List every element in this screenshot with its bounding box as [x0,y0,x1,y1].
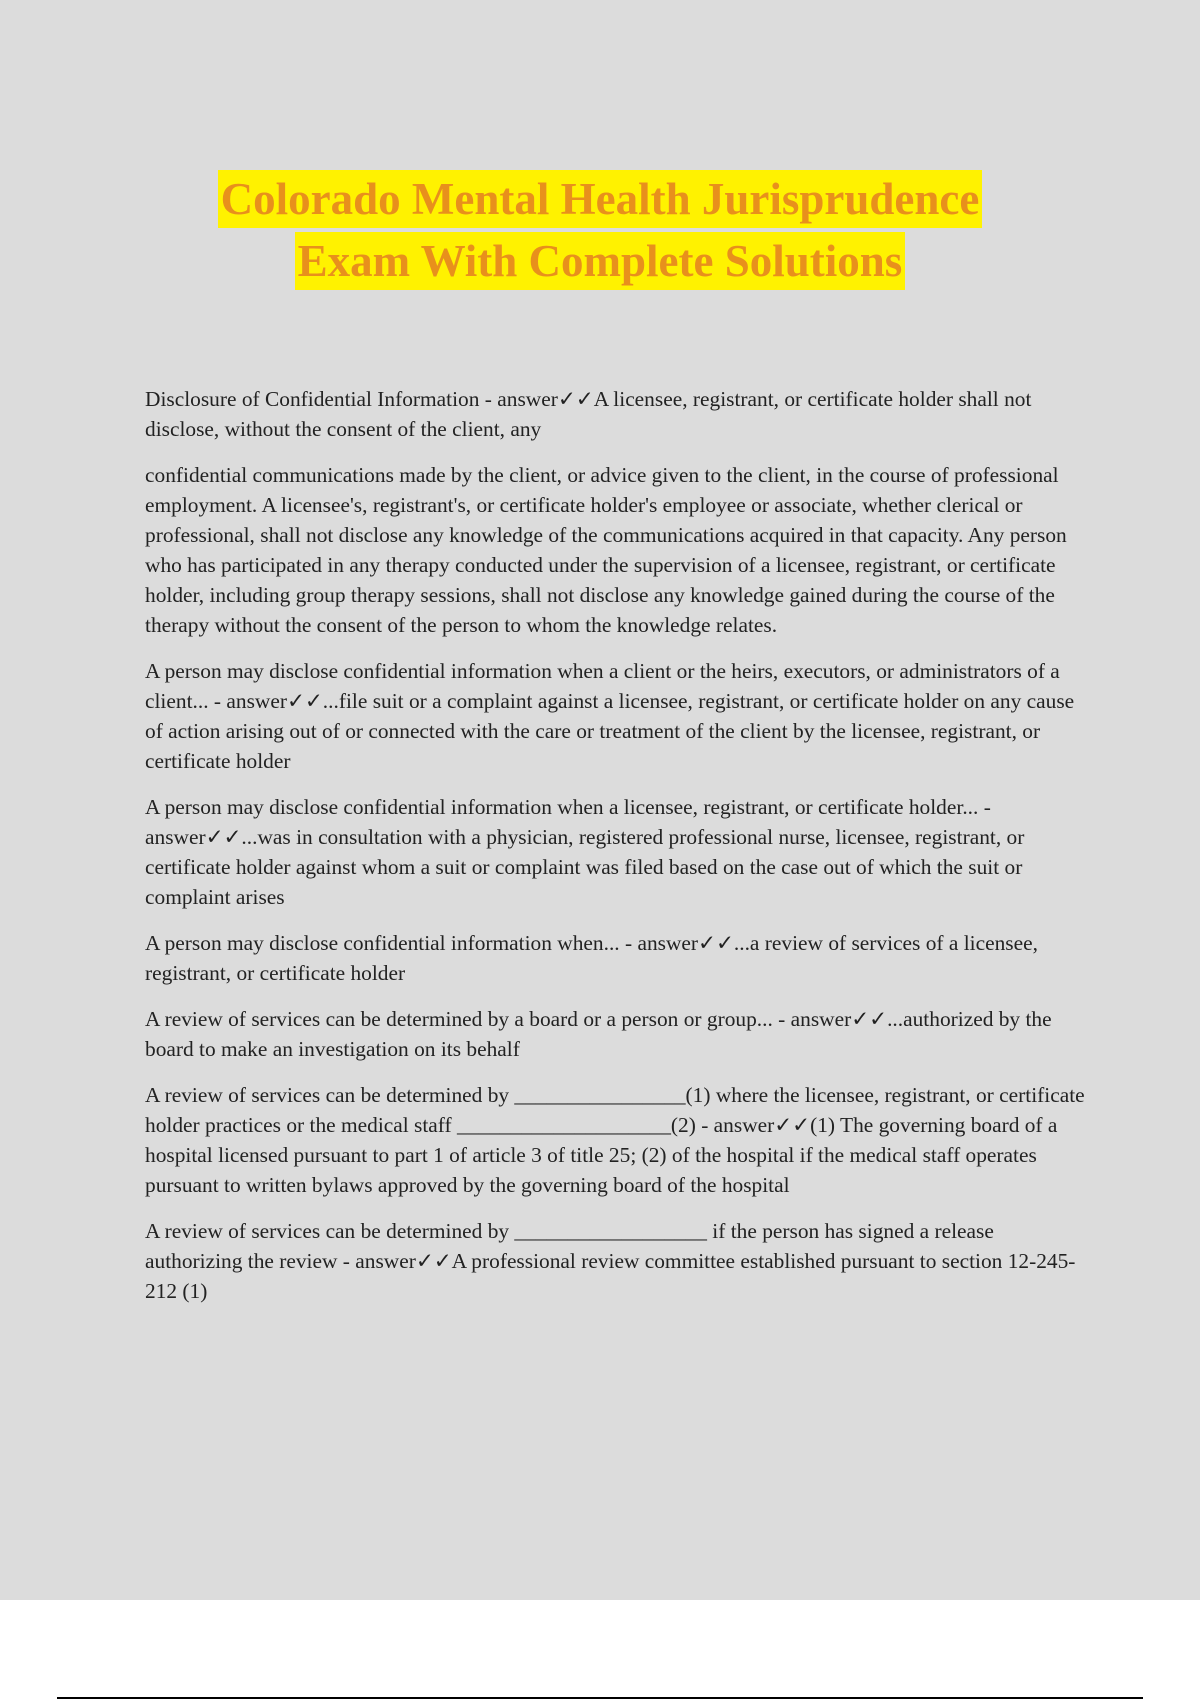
qa-paragraph-8: A review of services can be determined by __________________ if the person has signed a release authorizing the review - answer✓✓A professional review committee established pursuant to section 12-245-212 (1) [145,1219,1076,1303]
qa-paragraph-7: A review of services can be determined by ________________(1) where the licensee, registrant, or certificate holder practices or the medical staff ____________________(2) - answer✓✓(1) The governing board of a hospital licensed pursuant to part 1 of article 3 of title 25; (2) of the hospital if the medical staff operates pursuant to written bylaws approved by the governing board of the hospital [145,1083,1085,1197]
document-body [145,384,1090,1322]
qa-paragraph-1: Disclosure of Confidential Information - answer✓✓A licensee, registrant, or certificate holder shall not disclose, without the consent of the client, any [145,387,1032,441]
title-line-2: Exam With Complete Solutions [295,232,906,290]
qa-paragraph-6: A review of services can be determined by a board or a person or group... - answer✓✓...authorized by the board to make an investigation on its behalf [145,1007,1052,1061]
qa-paragraph-3: A person may disclose confidential information when a client or the heirs, executors, or administrators of a client... - answer✓✓...file suit or a complaint against a licensee, registrant, or certificate holder on any cause of action arising out of or connected with the care or treatment of the client by the licensee, registrant, or certificate holder [145,659,1075,773]
footer-divider [57,1697,1143,1699]
qa-paragraph-4: A person may disclose confidential information when a licensee, registrant, or certificate holder... - answer✓✓...was in consultation with a physician, registered professional nurse, licensee, registrant, or certificate holder against whom a suit or complaint was filed based on the case out of which the suit or complaint arises [145,795,1025,909]
title-line-1: Colorado Mental Health Jurisprudence [218,170,983,228]
document-title [0,168,1200,292]
qa-paragraph-2: confidential communications made by the client, or advice given to the client, in the course of professional employment. A licensee's, registrant's, or certificate holder's employee or associate, whether clerical or professional, shall not disclose any knowledge of the communications acquired in that capacity. Any person who has participated in any therapy conducted under the supervision of a licensee, registrant, or certificate holder, including group therapy sessions, shall not disclose any knowledge gained during the course of the therapy without the consent of the person to whom the knowledge relates. [145,463,1067,637]
qa-paragraph-5: A person may disclose confidential information when... - answer✓✓...a review of services of a licensee, registrant, or certificate holder [145,931,1038,985]
